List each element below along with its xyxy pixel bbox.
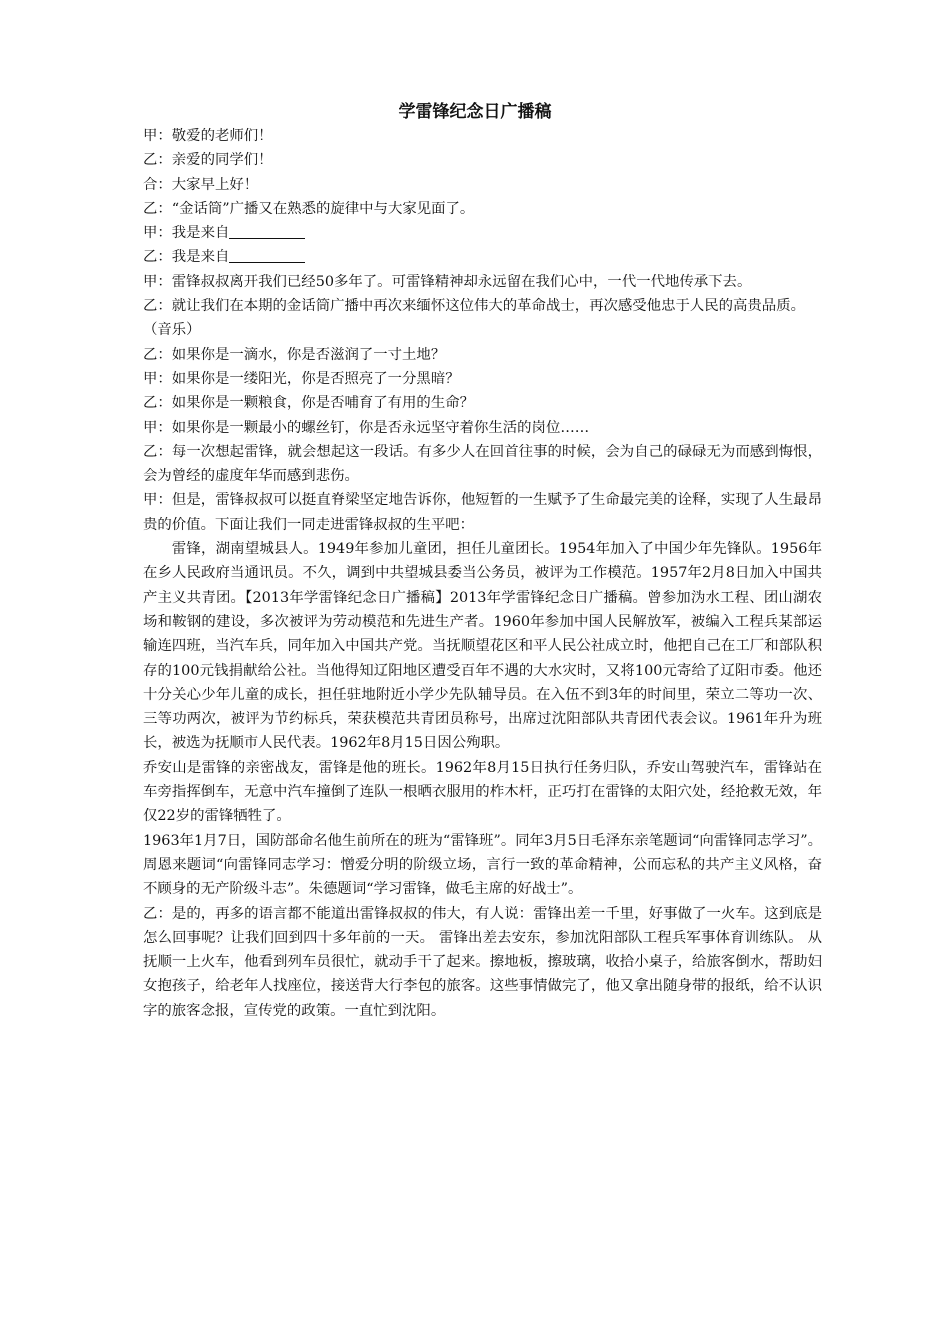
line-jia-from-text: 甲：我是来自 bbox=[143, 225, 230, 242]
line-jia-50-years: 甲：雷锋叔叔离开我们已经50多年了。可雷锋精神却永远留在我们心中，一代一代地传承下去。 bbox=[143, 273, 752, 290]
fill-in-blank bbox=[229, 222, 305, 239]
line-yi-remember: 乙：就让我们在本期的金话筒广播中再次来缅怀这位伟大的革命战士，再次感受他忠于人民的高贵品质。 bbox=[143, 298, 805, 315]
line-jia-screw: 甲：如果你是一颗最小的螺丝钉，你是否永远坚守着你生活的岗位…… bbox=[143, 419, 590, 436]
line-jia-life-intro: 甲：但是，雷锋叔叔可以挺直脊梁坚定地告诉你，他短暂的一生赋予了生命最完美的诠释，实现了人生最昂贵的价值。下面让我们一同走进雷锋叔叔的生平吧： bbox=[143, 492, 822, 533]
document-title: 学雷锋纪念日广播稿 bbox=[398, 102, 552, 122]
line-yi-reflection: 乙：每一次想起雷锋，就会想起这一段话。有多少人在回首往事的时候，会为自己的碌碌无为而感到悔恨，会为曾经的虚度年华而感到悲伤。 bbox=[143, 443, 822, 485]
line-yi-from-text: 乙：我是来自 bbox=[143, 249, 230, 266]
line-jia-sunlight: 甲：如果你是一缕阳光，你是否照亮了一分黑暗？ bbox=[143, 370, 460, 387]
fill-in-blank bbox=[229, 246, 305, 263]
qiao-anshan-paragraph: 乔安山是雷锋的亲密战友，雷锋是他的班长。1962年8月15日执行任务归队，乔安山驾驶汽车，雷锋站在车旁指挥倒车，无意中汽车撞倒了连队一根晒衣服用的柞木杆，正巧打在雷锋的太阳穴处，经抢救无效，年仅22岁的雷锋牺牲了。 bbox=[143, 759, 822, 825]
document-body bbox=[143, 124, 822, 1023]
line-yi-train-story: 乙：是的，再多的语言都不能道出雷锋叔叔的伟大，有人说：雷锋出差一千里，好事做了一火车。这到底是怎么回事呢？让我们回到四十多年前的一天。 雷锋出差去安东，参加沈阳部队工程兵军事体育训练队。 从抚顺一上火车，他看到列车员很忙，就动手干了起来。擦地板，擦玻璃，收拾小桌子，给旅客倒水，帮助妇女抱孩子，给老年人找座位，接送背大行李包的旅客。这些事情做完了，他又拿出随身带的报纸，给不认识字的旅客念报，宣传党的政策。一直忙到沈阳。 bbox=[143, 905, 822, 1019]
line-jia-greeting: 甲：敬爱的老师们！ bbox=[143, 128, 273, 144]
line-he-greeting: 合：大家早上好！ bbox=[143, 176, 259, 193]
line-jia-from bbox=[143, 221, 822, 245]
line-yi-intro: 乙：“金话筒”广播又在熟悉的旋律中与大家见面了。 bbox=[143, 200, 475, 217]
line-yi-grain: 乙：如果你是一颗粮食，你是否哺育了有用的生命？ bbox=[143, 395, 474, 412]
line-yi-water: 乙：如果你是一滴水，你是否滋润了一寸土地？ bbox=[143, 346, 446, 363]
inscriptions-paragraph: 1963年1月7日，国防部命名他生前所在的班为“雷锋班”。同年3月5日毛泽东亲笔题词“向雷锋同志学习”。周恩来题词“向雷锋同志学习：憎爱分明的阶级立场，言行一致的革命精神，公而忘私的共产主义风格，奋不顾身的无产阶级斗志”。朱德题词“学习雷锋，做毛主席的好战士”。 bbox=[143, 832, 822, 898]
biography-paragraph: 雷锋，湖南望城县人。1949年参加儿童团，担任儿童团长。1954年加入了中国少年先锋队。1956年在乡人民政府当通讯员。不久，调到中共望城县委当公务员，被评为工作模范。1957年2月8日加入中国共产主义共青团。【2013年学雷锋纪念日广播稿】2013年学雷锋纪念日广播稿。曾参加沩水工程、团山湖农场和鞍钢的建设，多次被评为劳动模范和先进生产者。1960年参加中国人民解放军，被编入工程兵某部运输连四班，当汽车兵，同年加入中国共产党。当抚顺望花区和平人民公社成立时，他把自己在工厂和部队积存的100元钱捐献给公社。当他得知辽阳地区遭受百年不遇的大水灾时，又将100元寄给了辽阳市委。他还十分关心少年儿童的成长，担任驻地附近小学少先队辅导员。在入伍不到3年的时间里，荣立二等功一次、三等功两次，被评为节约标兵，荣获模范共青团员称号，出席过沈阳部队共青团代表会议。1961年升为班长，被选为抚顺市人民代表。1962年8月15日因公殉职。 bbox=[143, 541, 822, 752]
line-yi-greeting: 乙：亲爱的同学们！ bbox=[143, 152, 273, 169]
line-music-cue: （音乐） bbox=[143, 322, 201, 339]
line-yi-from bbox=[143, 245, 822, 269]
